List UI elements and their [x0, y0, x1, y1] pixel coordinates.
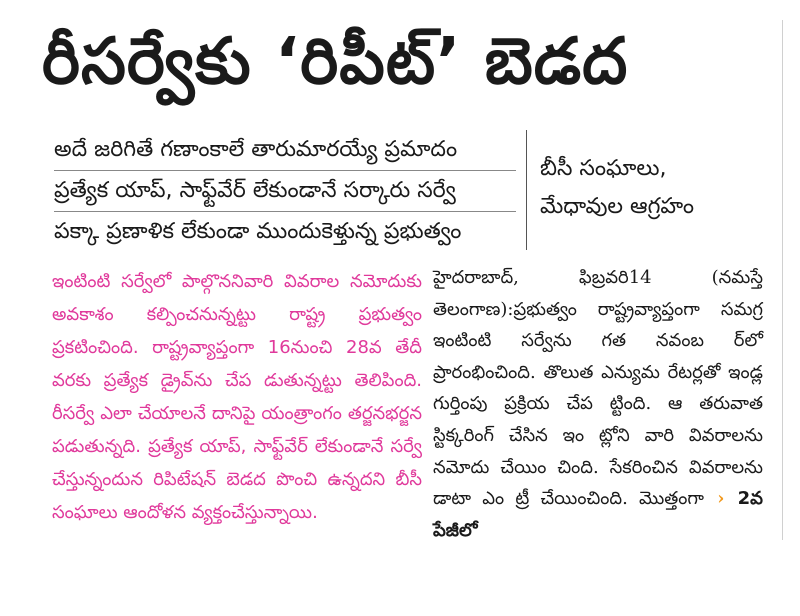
- article-body: [433, 262, 763, 546]
- body-text: హైదరాబాద్, ఫిబ్రవరి14 (నమస్తే తెలంగాణ):ప్రభుత్వం రాష్ట్రవ్యాప్తంగా సమగ్ర ఇంటింటి సర్వేను గత నవంబ ర్‌లో ప్రారంభించింది. తొలుత ఎన్యుమ రేటర్లతో ఇండ్ల గుర్తింపు ప్రక్రియ చేప ట్టింది. ఆ తరువాత స్టిక్కరింగ్ చేసిన ఇం ట్లోని వారి వివరాలను నమోదు చేయిం చింది. సేకరించిన వివరాలను డాటా ఎం ట్రీ చేయించింది. మొత్తంగా: [433, 267, 763, 510]
- highlight-summary: ఇంటింటి సర్వేలో పాల్గొననివారి వివరాల నమోదుకు అవకాశం కల్పించనున్నట్టు రాష్ట్ర ప్రభుత్వం ప్రకటించింది. రాష్ట్రవ్యాప్తంగా 16నుంచి 28వ తేదీ వరకు ప్రత్యేక డ్రైవ్‌ను చేప డుతున్నట్టు తెలిపింది. రీసర్వే ఎలా చేయాలనే దానిపై యంత్రాంగం తర్జనభర్జన పడుతున్నది. ప్రత్యేక యాప్, సాఫ్ట్‌వేర్ లేకుండానే సర్వే చేస్తున్నందున రిపిటేషన్ బెడద పొంచి ఉన్నదని బీసీ సంఘాలు ఆందోళన వ్యక్తంచేస్తున్నాయి.: [52, 271, 422, 523]
- deck-line-1: అదే జరిగితే గణాంకాలే తారుమారయ్యే ప్రమాదం: [54, 130, 516, 171]
- deck-line-2: ప్రత్యేక యాప్, సాఫ్ట్‌వేర్ లేకుండానే సర్కారు సర్వే: [54, 171, 516, 212]
- jump-arrow-icon: ›: [717, 488, 725, 510]
- column-divider: [782, 20, 783, 540]
- side-deck-line-2: మేధావుల ఆగ్రహం: [540, 194, 695, 219]
- deck-divider: [526, 130, 527, 250]
- side-deck: [540, 150, 770, 226]
- deck-group: [54, 130, 516, 252]
- headline: రీసర్వేకు ‘రిపీట్’ బెడద: [42, 25, 629, 99]
- side-deck-line-1: బీసీ సంఘాలు,: [540, 156, 667, 181]
- jump-label: 2వ పేజీలో: [433, 488, 763, 541]
- deck-line-3: పక్కా ప్రణాళిక లేకుండా ముందుకెళ్తున్న ప్రభుత్వం: [54, 219, 462, 244]
